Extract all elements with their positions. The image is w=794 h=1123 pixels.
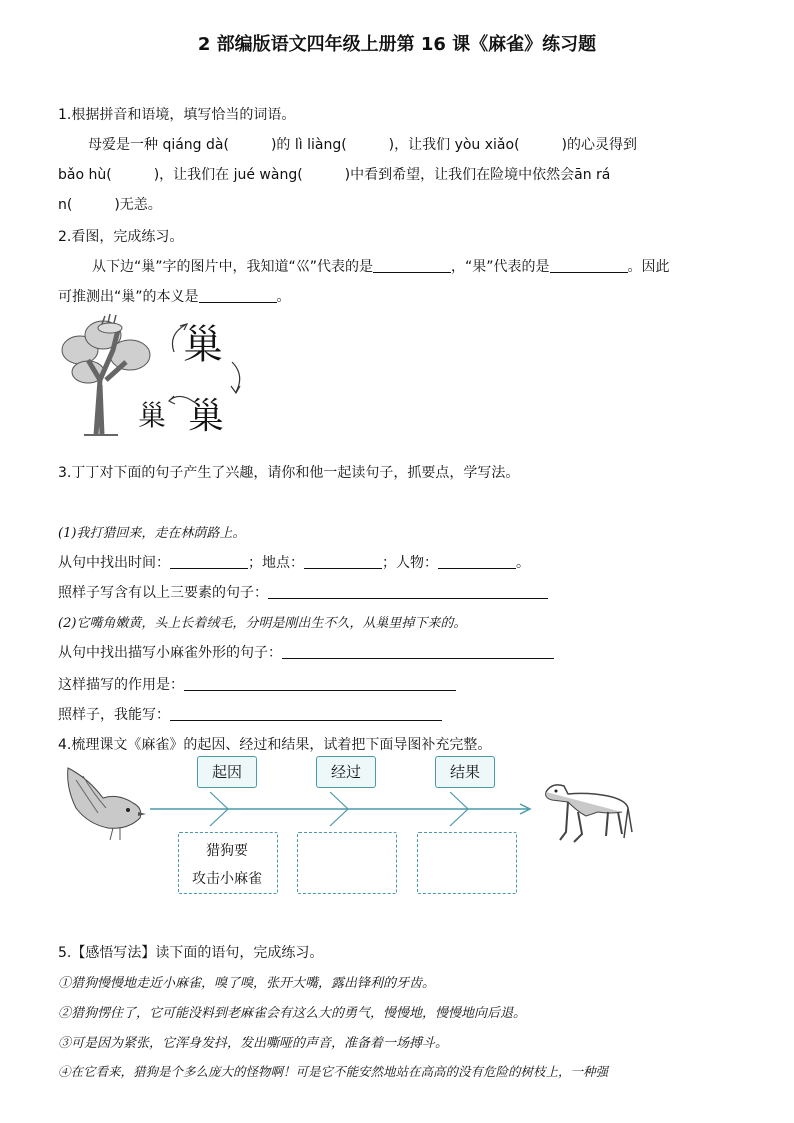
q5-item-2: ②猎狗愣住了，它可能没料到老麻雀会有这么大的勇气，慢慢地，慢慢地向后退。 xyxy=(58,1006,527,1021)
clerical-character: 巢 xyxy=(188,396,225,437)
q1-line3: n( )无恙。 xyxy=(58,197,162,213)
q3-find2 xyxy=(58,642,554,662)
regular-character: 巢 xyxy=(138,399,167,432)
q3-person-label: ；人物： xyxy=(382,555,438,571)
evolution-arrows xyxy=(160,320,250,430)
q3-effect xyxy=(58,674,456,694)
blank-time[interactable] xyxy=(170,554,248,569)
box-process[interactable] xyxy=(297,832,397,894)
blank-imitate1[interactable] xyxy=(268,584,548,599)
hound-illustration xyxy=(538,772,638,852)
box-cause-line1: 猎狗要 xyxy=(206,843,248,859)
q3-heading: 3.丁丁对下面的句子产生了兴趣，请你和他一起读句子，抓要点，学写法。 xyxy=(58,465,520,481)
q3-effect-label: 这样描写的作用是： xyxy=(58,677,184,693)
q2-line2 xyxy=(58,286,291,306)
q3-imitate2 xyxy=(58,704,442,724)
q5-item-1: ①猎狗慢慢地走近小麻雀，嗅了嗅，张开大嘴，露出锋利的牙齿。 xyxy=(58,976,436,991)
q3-sentence1: (1)我打猎回来，走在林荫路上。 xyxy=(58,526,246,541)
q1-heading: 1.根据拼音和语境，填写恰当的词语。 xyxy=(58,107,296,123)
q3-imitate1 xyxy=(58,582,548,602)
blank-original-meaning[interactable] xyxy=(199,288,277,303)
q3-imitate2-label: 照样子，我能写： xyxy=(58,707,170,723)
q5-item-4: ④在它看来，猎狗是个多么庞大的怪物啊！可是它不能安然地站在高高的没有危险的树枝上，一种强 xyxy=(58,1064,609,1079)
sparrow-illustration xyxy=(58,758,158,848)
q2-line2-b: 。 xyxy=(276,289,291,305)
q3-imitate1-label: 照样子写含有以上三要素的句子： xyxy=(58,585,268,601)
q2-line2-a: 可推测出“巢”的本义是 xyxy=(58,289,199,305)
blank-guo[interactable] xyxy=(550,258,628,273)
q2-line1-a: 从下边“巢”字的图片中，我知道“巛”代表的是 xyxy=(92,259,374,275)
q3-time-label: 从句中找出时间： xyxy=(58,555,170,571)
q5-item-3: ③可是因为紧张，它浑身发抖，发出嘶哑的声音，准备着一场搏斗。 xyxy=(58,1036,449,1051)
label-cause: 起因 xyxy=(197,756,257,788)
q1-line2: bǎo hù( )，让我们在 jué wàng( )中看到希望，让我们在险境中依然会ān rá xyxy=(58,167,611,183)
blank-person[interactable] xyxy=(438,554,516,569)
q2-line1-b: ，“果”代表的是 xyxy=(451,259,550,275)
blank-imitate2[interactable] xyxy=(170,706,442,721)
q2-line1-c: 。因此 xyxy=(627,259,670,275)
page-title: 2 部编版语文四年级上册第 16 课《麻雀》练习题 xyxy=(197,34,597,55)
q5-heading: 5.【感悟写法】读下面的语句，完成练习。 xyxy=(58,945,324,961)
blank-place[interactable] xyxy=(304,554,382,569)
q1-line1: 母爱是一种 qiáng dà( )的 lì liàng( )，让我们 yòu xiǎo( )的心灵得到 xyxy=(88,137,637,153)
box-cause-line2: 攻击小麻雀 xyxy=(192,871,262,887)
seal-character: 巢 xyxy=(183,322,223,368)
box-result[interactable] xyxy=(417,832,517,894)
blank-effect[interactable] xyxy=(184,676,456,691)
q2-line1 xyxy=(92,256,670,276)
blank-appearance[interactable] xyxy=(282,644,554,659)
q3-find-elements xyxy=(58,552,530,572)
q3-period: 。 xyxy=(516,555,530,571)
q2-heading: 2.看图，完成练习。 xyxy=(58,229,184,245)
blank-chuan[interactable] xyxy=(373,258,451,273)
label-process: 经过 xyxy=(316,756,376,788)
q3-find2-label: 从句中找出描写小麻雀外形的句子： xyxy=(58,645,282,661)
label-result: 结果 xyxy=(435,756,495,788)
q3-place-label: ；地点： xyxy=(248,555,304,571)
q4-heading: 4.梳理课文《麻雀》的起因、经过和结果，试着把下面导图补充完整。 xyxy=(58,737,492,753)
q3-sentence2: (2)它嘴角嫩黄，头上长着绒毛，分明是刚出生不久，从巢里掉下来的。 xyxy=(58,616,467,631)
